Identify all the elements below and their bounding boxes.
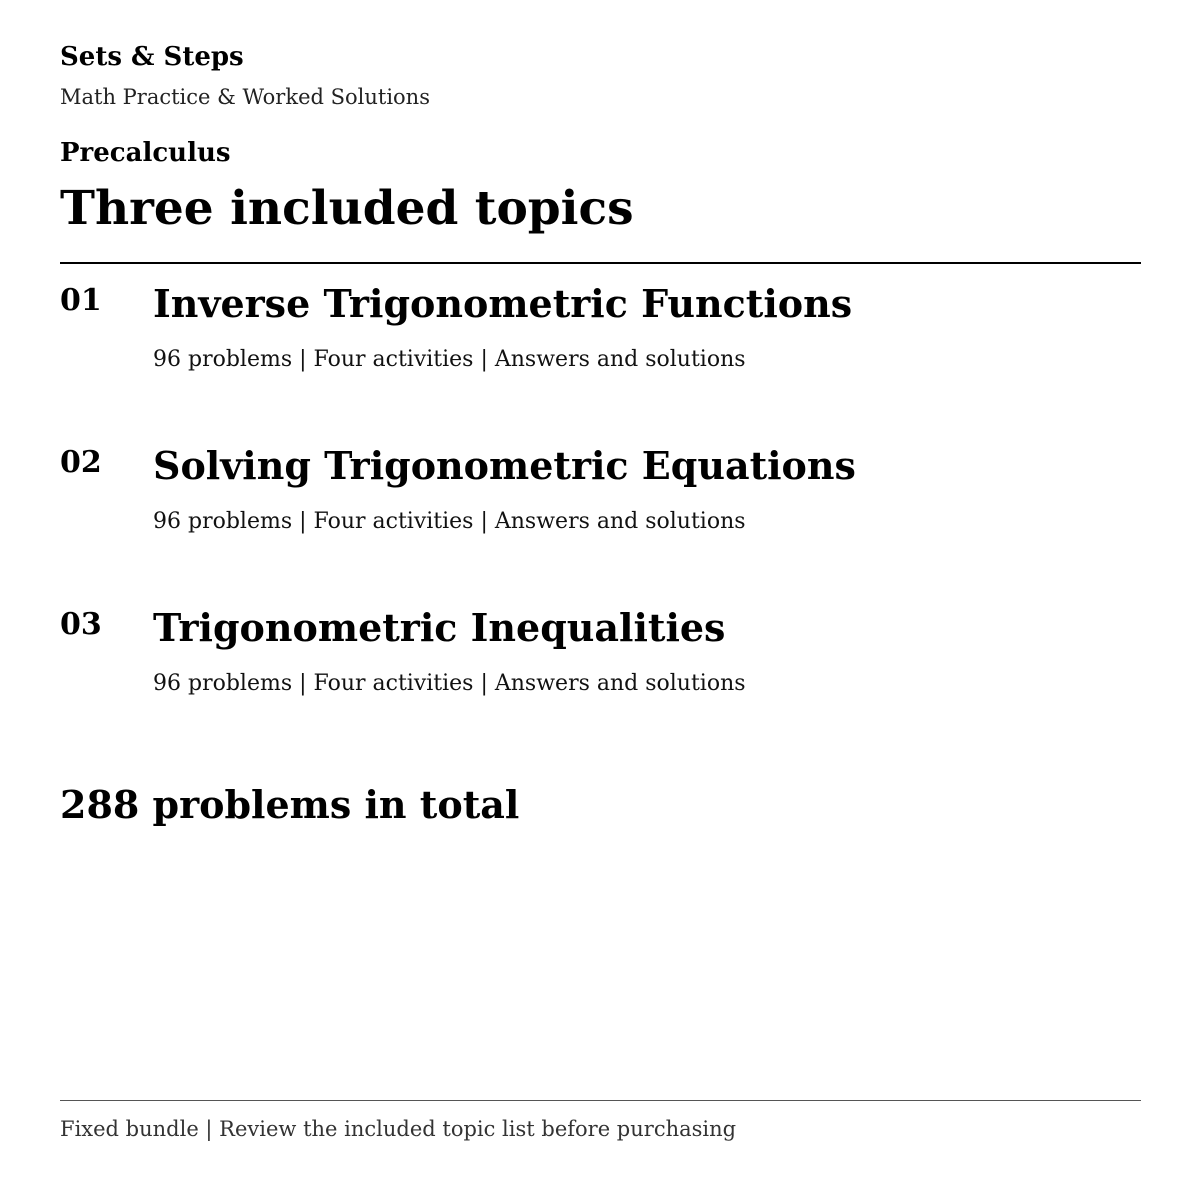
subject-label: Precalculus [60,138,231,168]
topic-number: 01 [60,283,102,318]
topic-number: 02 [60,445,102,480]
heading-divider [60,262,1141,264]
topic-meta: 96 problems | Four activities | Answers and solutions [153,509,746,534]
brand-name: Sets & Steps [60,42,244,72]
topic-item [60,445,1141,575]
topic-title: Trigonometric Inequalities [153,605,726,650]
bundle-page [60,0,1141,1200]
footer-note: Fixed bundle | Review the included topic list before purchasing [60,1117,737,1141]
page-title: Three included topics [60,181,634,236]
problems-total: 288 problems in total [60,782,520,827]
topic-item [60,283,1141,413]
topic-item [60,607,1141,737]
brand-tagline: Math Practice & Worked Solutions [60,85,430,109]
topic-title: Inverse Trigonometric Functions [153,281,853,326]
topic-meta: 96 problems | Four activities | Answers and solutions [153,347,746,372]
topic-title: Solving Trigonometric Equations [153,443,856,488]
topic-number: 03 [60,607,102,642]
topic-meta: 96 problems | Four activities | Answers and solutions [153,671,746,696]
footer-divider [60,1100,1141,1101]
